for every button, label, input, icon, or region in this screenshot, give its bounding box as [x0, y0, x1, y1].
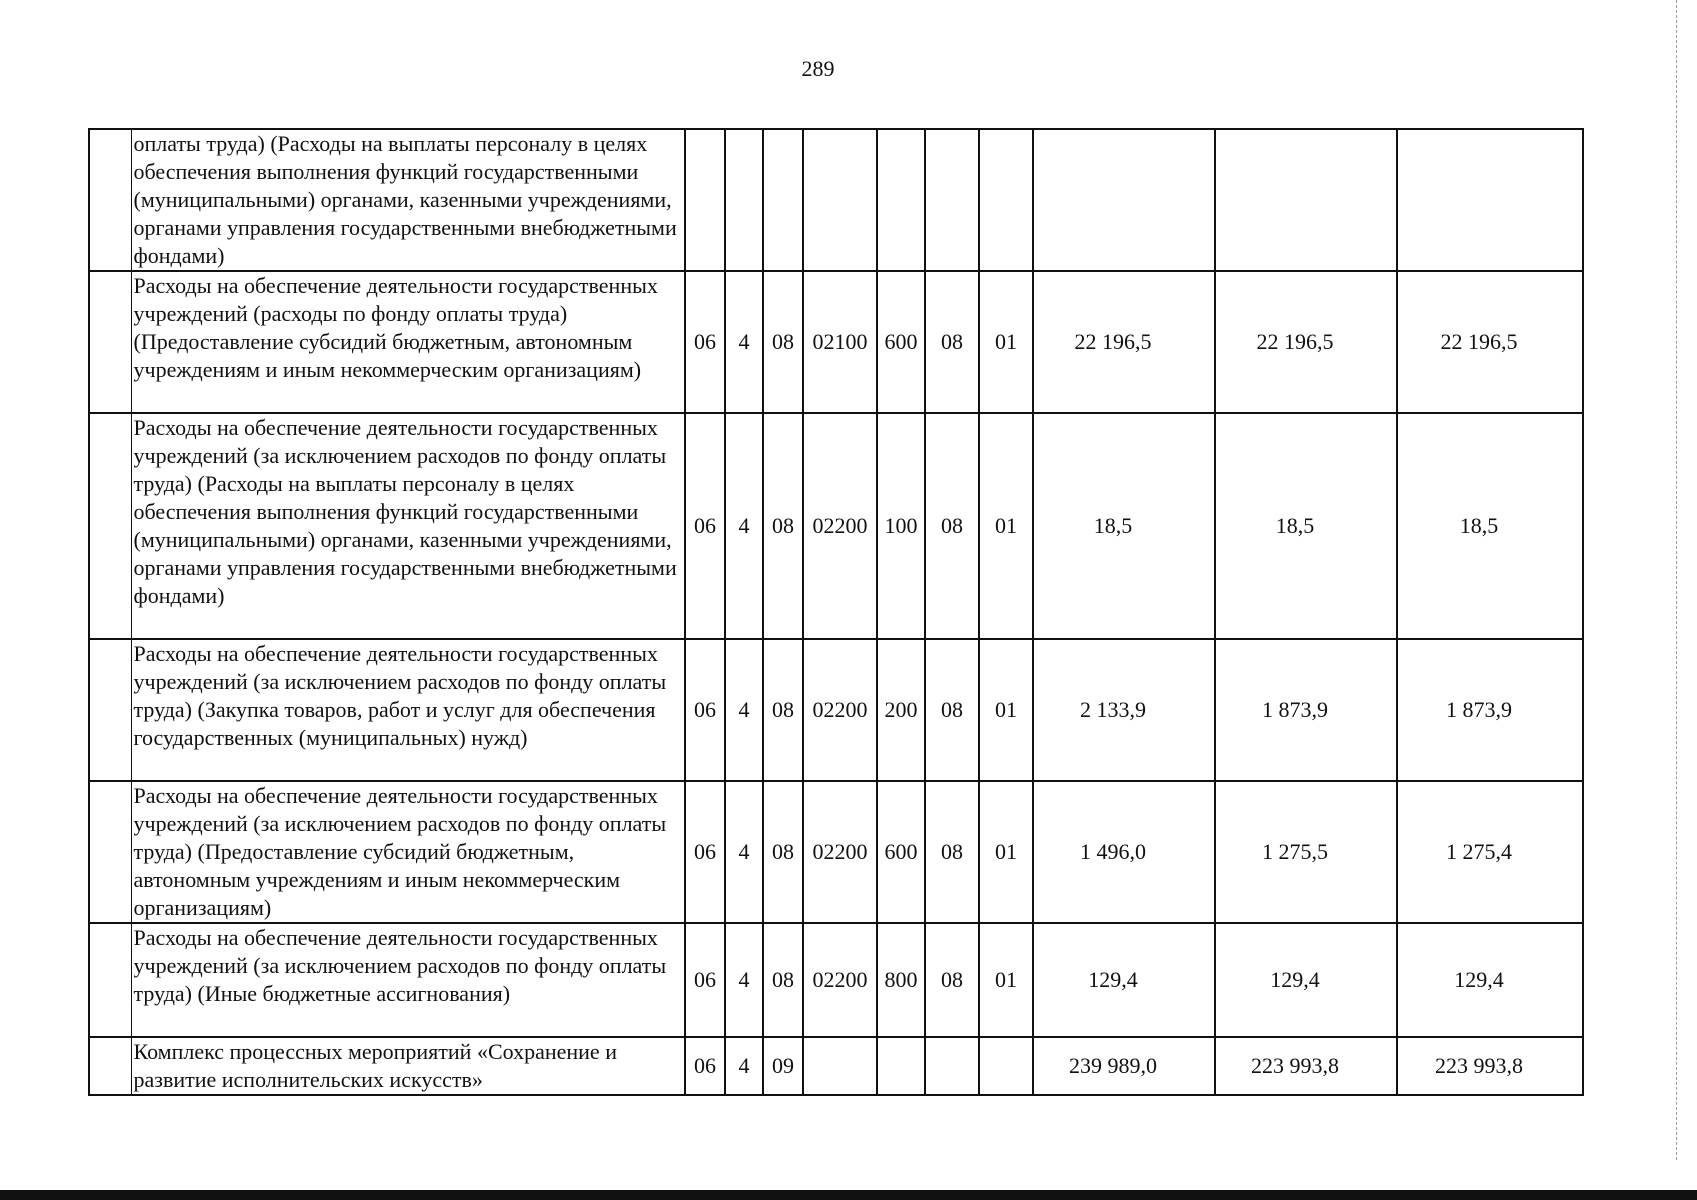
code-cell-6	[925, 1037, 979, 1095]
code-cell-3	[763, 129, 803, 271]
code-cell-4: 02100	[803, 271, 877, 413]
code-cell-1	[685, 129, 725, 271]
code-cell-7: 01	[979, 413, 1033, 639]
amount-cell-3: 1 873,9	[1397, 639, 1583, 781]
code-cell-1: 06	[685, 1037, 725, 1095]
code-cell-2: 4	[725, 413, 763, 639]
amount-cell-1: 129,4	[1033, 923, 1215, 1037]
code-cell-3: 08	[763, 781, 803, 923]
amount-cell-2: 18,5	[1215, 413, 1397, 639]
amount-cell-2: 1 275,5	[1215, 781, 1397, 923]
code-cell-7: 01	[979, 271, 1033, 413]
table-row	[89, 1037, 1583, 1095]
code-cell-1: 06	[685, 271, 725, 413]
description-cell: Расходы на обеспечение деятельности государственных учреждений (за исключением расходов по фонду оплаты труда) (Предоставление субсидий бюджетным, автономным учреждениям и иным некоммерческим организациям)	[131, 781, 685, 923]
code-cell-4: 02200	[803, 781, 877, 923]
page-number: 289	[801, 56, 835, 81]
code-cell-7: 01	[979, 639, 1033, 781]
amount-cell-2	[1215, 129, 1397, 271]
code-cell-3: 08	[763, 413, 803, 639]
code-cell-2: 4	[725, 781, 763, 923]
table-row	[89, 923, 1583, 1037]
row-number-cell	[89, 923, 131, 1037]
code-cell-2: 4	[725, 923, 763, 1037]
code-cell-5: 600	[877, 781, 925, 923]
amount-cell-2: 1 873,9	[1215, 639, 1397, 781]
amount-cell-1: 18,5	[1033, 413, 1215, 639]
code-cell-4: 02200	[803, 413, 877, 639]
budget-table	[88, 128, 1584, 1096]
code-cell-4: 02200	[803, 639, 877, 781]
amount-cell-3: 1 275,4	[1397, 781, 1583, 923]
table-row	[89, 129, 1583, 271]
table-row	[89, 413, 1583, 639]
code-cell-2	[725, 129, 763, 271]
code-cell-3: 08	[763, 923, 803, 1037]
code-cell-5: 800	[877, 923, 925, 1037]
code-cell-6: 08	[925, 413, 979, 639]
amount-cell-1: 239 989,0	[1033, 1037, 1215, 1095]
amount-cell-3: 18,5	[1397, 413, 1583, 639]
amount-cell-1: 1 496,0	[1033, 781, 1215, 923]
code-cell-7: 01	[979, 781, 1033, 923]
row-number-cell	[89, 129, 131, 271]
amount-cell-1: 2 133,9	[1033, 639, 1215, 781]
code-cell-1: 06	[685, 781, 725, 923]
description-cell: Расходы на обеспечение деятельности государственных учреждений (расходы по фонду оплаты труда) (Предоставление субсидий бюджетным, автономным учреждениям и иным некоммерческим организациям)	[131, 271, 685, 413]
code-cell-4	[803, 129, 877, 271]
code-cell-5: 100	[877, 413, 925, 639]
amount-cell-2: 129,4	[1215, 923, 1397, 1037]
code-cell-5: 200	[877, 639, 925, 781]
code-cell-3: 09	[763, 1037, 803, 1095]
table-row	[89, 271, 1583, 413]
scan-edge-line	[1676, 0, 1678, 1160]
code-cell-6: 08	[925, 639, 979, 781]
amount-cell-2: 223 993,8	[1215, 1037, 1397, 1095]
description-cell: Комплекс процессных мероприятий «Сохранение и развитие исполнительских искусств»	[131, 1037, 685, 1095]
code-cell-7	[979, 1037, 1033, 1095]
code-cell-5	[877, 1037, 925, 1095]
amount-cell-3: 129,4	[1397, 923, 1583, 1037]
code-cell-4: 02200	[803, 923, 877, 1037]
code-cell-2: 4	[725, 639, 763, 781]
code-cell-5: 600	[877, 271, 925, 413]
amount-cell-3	[1397, 129, 1583, 271]
description-cell: Расходы на обеспечение деятельности государственных учреждений (за исключением расходов по фонду оплаты труда) (Расходы на выплаты персоналу в целях обеспечения выполнения функций государственными (муниципальными) органами, казенными учреждениями, органами управления государственными внебюджетными фондами)	[131, 413, 685, 639]
code-cell-7: 01	[979, 923, 1033, 1037]
code-cell-1: 06	[685, 413, 725, 639]
description-cell: Расходы на обеспечение деятельности государственных учреждений (за исключением расходов по фонду оплаты труда) (Иные бюджетные ассигнования)	[131, 923, 685, 1037]
table-row	[89, 781, 1583, 923]
code-cell-1: 06	[685, 639, 725, 781]
amount-cell-2: 22 196,5	[1215, 271, 1397, 413]
code-cell-5	[877, 129, 925, 271]
row-number-cell	[89, 413, 131, 639]
row-number-cell	[89, 1037, 131, 1095]
code-cell-3: 08	[763, 639, 803, 781]
code-cell-7	[979, 129, 1033, 271]
row-number-cell	[89, 639, 131, 781]
description-cell: Расходы на обеспечение деятельности государственных учреждений (за исключением расходов по фонду оплаты труда) (Закупка товаров, работ и услуг для обеспечения государственных (муниципальных) нужд)	[131, 639, 685, 781]
code-cell-6	[925, 129, 979, 271]
amount-cell-1: 22 196,5	[1033, 271, 1215, 413]
amount-cell-3: 223 993,8	[1397, 1037, 1583, 1095]
amount-cell-3: 22 196,5	[1397, 271, 1583, 413]
amount-cell-1	[1033, 129, 1215, 271]
code-cell-2: 4	[725, 1037, 763, 1095]
row-number-cell	[89, 781, 131, 923]
code-cell-1: 06	[685, 923, 725, 1037]
code-cell-2: 4	[725, 271, 763, 413]
row-number-cell	[89, 271, 131, 413]
table-row	[89, 639, 1583, 781]
code-cell-6: 08	[925, 923, 979, 1037]
scan-bottom-bar	[0, 1190, 1697, 1200]
code-cell-3: 08	[763, 271, 803, 413]
code-cell-4	[803, 1037, 877, 1095]
code-cell-6: 08	[925, 271, 979, 413]
description-cell: оплаты труда) (Расходы на выплаты персоналу в целях обеспечения выполнения функций государственными (муниципальными) органами, казенными учреждениями, органами управления государственными внебюджетными фондами)	[131, 129, 685, 271]
code-cell-6: 08	[925, 781, 979, 923]
